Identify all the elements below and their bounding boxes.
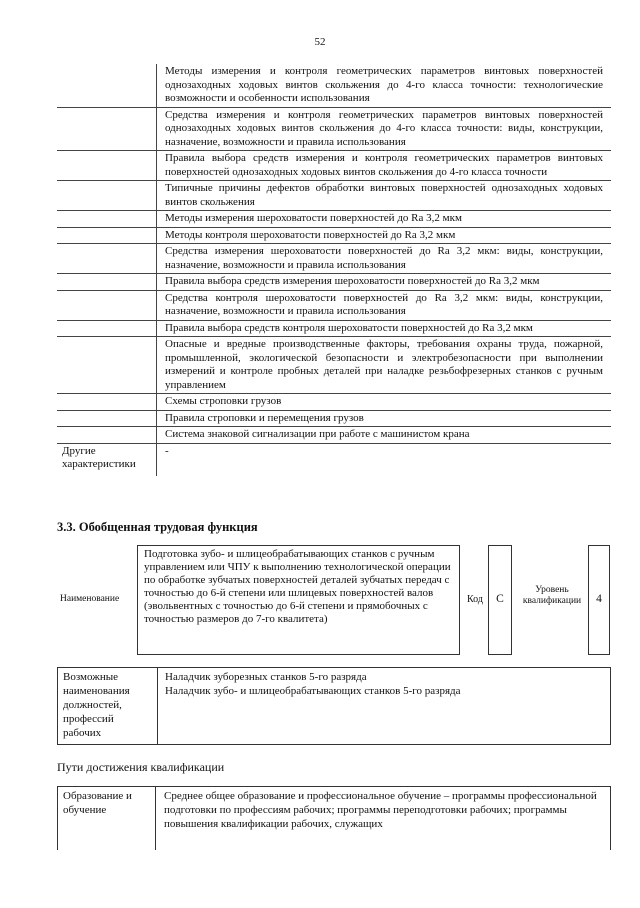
knowledge-item: Опасные и вредные производственные факторы, требования охраны труда, пожарной, промышленной, экологической безопасности и электробезопасности при выполнении измерений и контроле пробных деталей при наладке резьбофрезерных станков с ручным управлением — [165, 338, 603, 391]
knowledge-item: Средства измерения и контроля геометрических параметров винтовых поверхностей однозаходных ходовых винтов скольжения до 4-го класса точности: виды, конструкции, назначение, возможности и правила использования — [165, 108, 603, 148]
job-titles-values — [158, 668, 610, 744]
knowledge-item: Система знаковой сигнализации при работе с машинистом крана — [165, 428, 470, 440]
knowledge-item: Средства контроля шероховатости поверхностей до Ra 3,2 мкм: виды, конструкции, назначение, возможности и правила использования — [165, 291, 603, 317]
knowledge-item: Методы контроля шероховатости поверхностей до Ra 3,2 мкм — [165, 228, 456, 241]
code-label: Код — [467, 594, 483, 605]
job-titles-table — [57, 667, 611, 745]
qualification-level-value: 4 — [588, 545, 610, 655]
knowledge-item: Схемы строповки грузов — [165, 395, 282, 407]
knowledge-item: Правила выбора средств измерения и контроля геометрических параметров винтовых поверхностей однозаходных ходовых винтов скольжения до 4-го класса точности — [165, 152, 603, 178]
other-characteristics-value: - — [165, 444, 169, 457]
function-name-value: Подготовка зубо- и шлицеобрабатывающих станков с ручным управлением или ЧПУ к выполнению технологической операции по обработке зубчатых поверхностей деталей зубчатых передач с точностью до 6-й степени или шлицевых поверхностей валов (эвольвентных с точностью до 6-й степени и прямобочных с точностью размеров до 7-го квалитета) — [137, 545, 460, 655]
page-number: 52 — [314, 36, 326, 48]
knowledge-item: Методы измерения и контроля геометрических параметров винтовых поверхностей однозаходных ходовых винтов скольжения до 4-го класса точности: технологические возможности и особенности использования — [165, 65, 603, 104]
function-name-label: Наименование — [60, 594, 120, 604]
other-characteristics-row — [57, 444, 611, 476]
education-label: Образование и обучение — [58, 787, 156, 850]
knowledge-row — [57, 151, 611, 181]
qualification-paths-title: Пути достижения квалификации — [57, 760, 225, 774]
knowledge-item: Правила выбора средств контроля шероховатости поверхностей до Ra 3,2 мкм — [165, 321, 533, 334]
other-characteristics-label: Другие характеристики — [57, 444, 157, 476]
knowledge-row — [57, 181, 611, 211]
qualification-level-label: Уровень квалификации — [522, 585, 582, 606]
knowledge-row — [57, 244, 611, 274]
job-title: Наладчик зубо- и шлицеобрабатывающих станков 5-го разряда — [165, 685, 461, 697]
section-title: 3.3. Обобщенная трудовая функция — [57, 520, 258, 534]
knowledge-row — [57, 64, 611, 108]
knowledge-row — [57, 108, 611, 152]
knowledge-item: Правила строповки и перемещения грузов — [165, 411, 364, 424]
knowledge-row — [57, 211, 611, 228]
knowledge-row — [57, 291, 611, 321]
knowledge-item: Методы измерения шероховатости поверхностей до Ra 3,2 мкм — [165, 212, 462, 224]
knowledge-row — [57, 321, 611, 338]
knowledge-item: Правила выбора средств измерения шероховатости поверхностей до Ra 3,2 мкм — [165, 275, 540, 287]
knowledge-row — [57, 337, 611, 394]
education-table — [57, 786, 611, 850]
job-titles-label: Возможные наименования должностей, профессий рабочих — [58, 668, 158, 744]
job-title: Наладчик зуборезных станков 5-го разряда — [165, 671, 367, 683]
knowledge-row — [57, 228, 611, 245]
knowledge-row — [57, 427, 611, 444]
knowledge-item: Средства измерения шероховатости поверхностей до Ra 3,2 мкм: виды, конструкции, назначение, возможности и правила использования — [165, 245, 603, 271]
knowledge-row — [57, 394, 611, 411]
knowledge-item: Типичные причины дефектов обработки винтовых поверхностей однозаходных ходовых винтов скольжения — [165, 182, 603, 208]
education-value: Среднее общее образование и профессиональное обучение – программы профессиональной подготовки по профессиям рабочих; программы переподготовки рабочих; программы повышения квалификации рабочих, служащих — [164, 790, 597, 830]
knowledge-row — [57, 274, 611, 291]
code-value: C — [488, 545, 512, 655]
knowledge-table — [57, 64, 611, 476]
knowledge-row — [57, 411, 611, 428]
